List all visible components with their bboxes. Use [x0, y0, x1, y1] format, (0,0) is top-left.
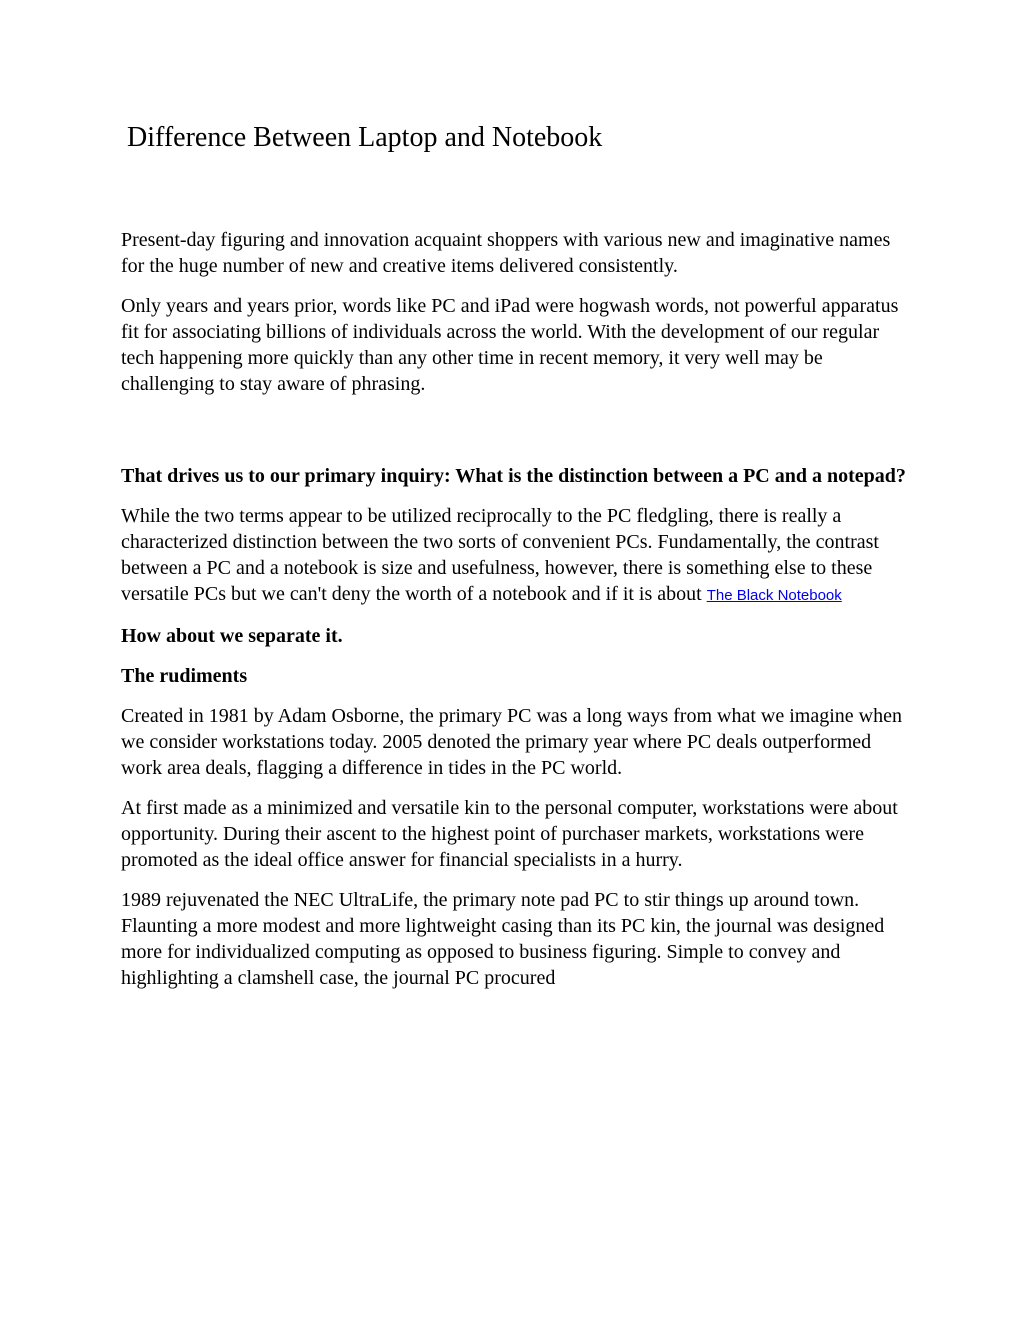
- document-body: [121, 227, 906, 1005]
- black-notebook-link[interactable]: The Black Notebook: [706, 587, 842, 604]
- document-title: Difference Between Laptop and Notebook: [127, 122, 603, 153]
- intro-paragraph-2: Only years and years prior, words like PC and iPad were hogwash words, not powerful apparatus fit for associating billions of individuals across the world. With the development of our regular tech happening more quickly than any other time in recent memory, it very well may be challenging to stay aware of phrasing.: [121, 295, 899, 395]
- rudiments-paragraph-2: At first made as a minimized and versatile kin to the personal computer, workstations were about opportunity. During their ascent to the highest point of purchaser markets, workstations were promoted as the ideal office answer for financial specialists in a hurry.: [121, 797, 898, 871]
- intro-paragraph-1: Present-day figuring and innovation acquaint shoppers with various new and imaginative names for the huge number of new and creative items delivered consistently.: [121, 229, 891, 277]
- rudiments-heading: The rudiments: [121, 665, 248, 687]
- separate-heading: How about we separate it.: [121, 625, 343, 647]
- question-heading: That drives us to our primary inquiry: What is the distinction between a PC and a notepad?: [121, 465, 906, 487]
- rudiments-paragraph-1: Created in 1981 by Adam Osborne, the primary PC was a long ways from what we imagine when we consider workstations today. 2005 denoted the primary year where PC deals outperformed work area deals, flagging a difference in tides in the PC world.: [121, 705, 902, 779]
- answer-paragraph: [121, 503, 906, 609]
- rudiments-paragraph-3: 1989 rejuvenated the NEC UltraLife, the primary note pad PC to stir things up around town. Flaunting a more modest and more lightweight casing than its PC kin, the journal was designed more for individualized computing as opposed to business figuring. Simple to convey and highlighting a clamshell case, the journal PC procured: [121, 889, 885, 989]
- answer-paragraph-text: While the two terms appear to be utilized reciprocally to the PC fledgling, there is really a characterized distinction between the two sorts of convenient PCs. Fundamentally, the contrast between a PC and a notebook is size and usefulness, however, there is something else to these versatile PCs but we can't deny the worth of a notebook and if it is about: [121, 505, 879, 605]
- section-spacer: [121, 411, 906, 463]
